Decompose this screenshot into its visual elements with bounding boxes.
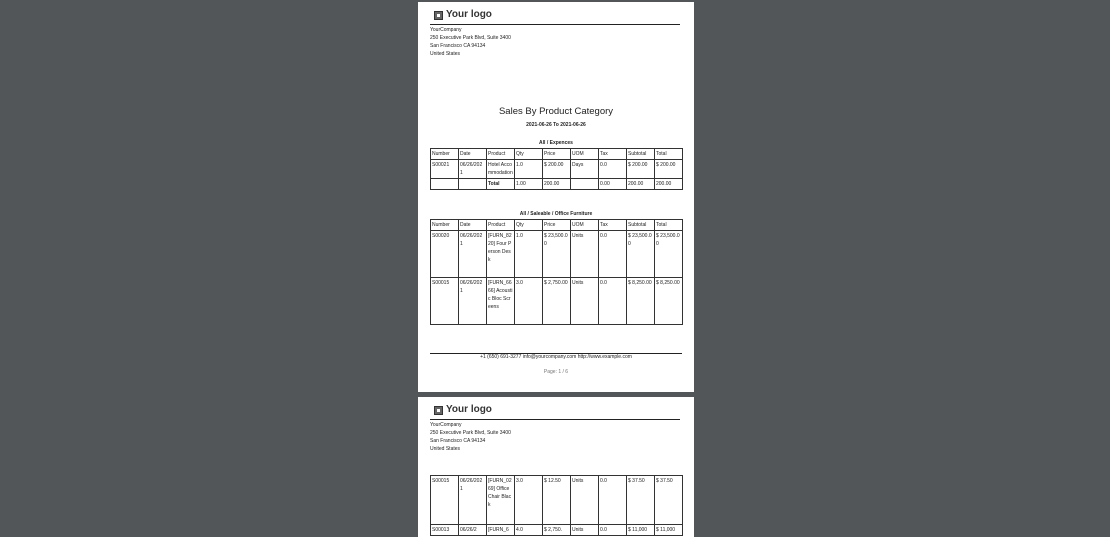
table-row (431, 525, 683, 536)
report-page-2 (418, 397, 694, 537)
totals-qty: 1.00 (515, 179, 543, 190)
cell-price: $ 12.50 (543, 476, 571, 525)
company-address-line2: San Francisco CA 94134 (430, 438, 486, 444)
cell-uom: Units (571, 525, 599, 536)
page-number: Page: 1 / 6 (543, 369, 569, 375)
col-subtotal: Subtotal (627, 149, 655, 160)
cell-price: $ 2,750. (543, 525, 571, 536)
cell-tax: 0.0 (599, 231, 627, 278)
cell-qty: 1.0 (515, 231, 543, 278)
cell-number: S00015 (431, 476, 459, 525)
cell-price: $ 2,750.00 (543, 278, 571, 325)
cell-number: S00021 (431, 160, 459, 179)
logo-header (430, 9, 680, 25)
col-qty: Qty (515, 220, 543, 231)
col-total: Total (655, 220, 683, 231)
footer-contact: +1 (650) 691-3277 info@yourcompany.com http://www.example.com (480, 354, 632, 360)
cell-uom: Units (571, 231, 599, 278)
col-product: Product (487, 220, 515, 231)
col-date: Date (459, 220, 487, 231)
cell-date: 06/26/2021 (459, 231, 487, 278)
cell-qty: 1.0 (515, 160, 543, 179)
cell-date: 06/26/2 (459, 525, 487, 536)
cell-price: $ 200.00 (543, 160, 571, 179)
continued-table (430, 475, 683, 536)
cell-product: [FURN_6666] Acoustic Bloc Screens (487, 278, 515, 325)
cell-price: $ 23,500.00 (543, 231, 571, 278)
company-country: United States (430, 446, 461, 452)
table-row (431, 476, 683, 525)
company-address (430, 421, 511, 453)
company-address-line2: San Francisco CA 94134 (430, 43, 486, 49)
col-price: Price (543, 220, 571, 231)
col-qty: Qty (515, 149, 543, 160)
company-name: YourCompany (430, 422, 462, 428)
cell-subtotal: $ 8,250.00 (627, 278, 655, 325)
report-title: Sales By Product Category (498, 106, 614, 117)
company-address-line1: 250 Executive Park Blvd, Suite 3400 (430, 430, 511, 436)
cell-total: $ 8,250.00 (655, 278, 683, 325)
col-price: Price (543, 149, 571, 160)
col-product: Product (487, 149, 515, 160)
col-uom: UOM (571, 149, 599, 160)
expences-table (430, 148, 683, 190)
office-furniture-table (430, 219, 683, 325)
cell-uom: Units (571, 476, 599, 525)
cell-total: $ 11,000 (655, 525, 683, 536)
section-title-expences: All / Expences (539, 140, 573, 146)
cell-tax: 0.0 (599, 525, 627, 536)
col-tax: Tax (599, 149, 627, 160)
cell-number: S00020 (431, 231, 459, 278)
camera-icon (434, 11, 443, 20)
cell-date: 06/26/2021 (459, 476, 487, 525)
cell-qty: 4.0 (515, 525, 543, 536)
col-number: Number (431, 220, 459, 231)
logo-text: Your logo (446, 404, 492, 415)
cell-product: [FURN_6 (487, 525, 515, 536)
col-uom: UOM (571, 220, 599, 231)
cell-date: 06/26/2021 (459, 278, 487, 325)
col-tax: Tax (599, 220, 627, 231)
cell-total: $ 23,500.00 (655, 231, 683, 278)
col-total: Total (655, 149, 683, 160)
cell-date: 06/26/2021 (459, 160, 487, 179)
company-address (430, 26, 511, 58)
col-number: Number (431, 149, 459, 160)
cell-tax: 0.0 (599, 160, 627, 179)
totals-subtotal: 200.00 (627, 179, 655, 190)
cell-subtotal: $ 37.50 (627, 476, 655, 525)
cell-number: S00015 (431, 278, 459, 325)
totals-price: 200.00 (543, 179, 571, 190)
company-address-line1: 250 Executive Park Blvd, Suite 3400 (430, 35, 511, 41)
totals-row (431, 179, 683, 190)
totals-total: 200.00 (655, 179, 683, 190)
cell-product: [FURN_0269] Office Chair Black (487, 476, 515, 525)
company-country: United States (430, 51, 461, 57)
cell-number: S00013 (431, 525, 459, 536)
col-subtotal: Subtotal (627, 220, 655, 231)
cell-total: $ 37.50 (655, 476, 683, 525)
company-name: YourCompany (430, 27, 462, 33)
cell-qty: 3.0 (515, 278, 543, 325)
table-header-row (431, 149, 683, 160)
table-header-row (431, 220, 683, 231)
section-title-office-furniture: All / Saleable / Office Furniture (519, 211, 593, 217)
table-row (431, 231, 683, 278)
cell-qty: 3.0 (515, 476, 543, 525)
cell-product: [FURN_8220] Four Person Desk (487, 231, 515, 278)
report-page-1 (418, 2, 694, 392)
cell-total: $ 200.00 (655, 160, 683, 179)
cell-subtotal: $ 200.00 (627, 160, 655, 179)
totals-label: Total (487, 179, 515, 190)
cell-tax: 0.0 (599, 476, 627, 525)
cell-uom: Days (571, 160, 599, 179)
report-date-range: 2021-06-26 To 2021-06-26 (526, 122, 586, 128)
logo-header (430, 404, 680, 420)
cell-tax: 0.0 (599, 278, 627, 325)
logo-text: Your logo (446, 9, 492, 20)
table-row (431, 278, 683, 325)
totals-tax: 0.00 (599, 179, 627, 190)
table-row (431, 160, 683, 179)
cell-subtotal: $ 11,000 (627, 525, 655, 536)
cell-subtotal: $ 23,500.00 (627, 231, 655, 278)
cell-uom: Units (571, 278, 599, 325)
camera-icon (434, 406, 443, 415)
col-date: Date (459, 149, 487, 160)
cell-product: Hotel Accommodation (487, 160, 515, 179)
